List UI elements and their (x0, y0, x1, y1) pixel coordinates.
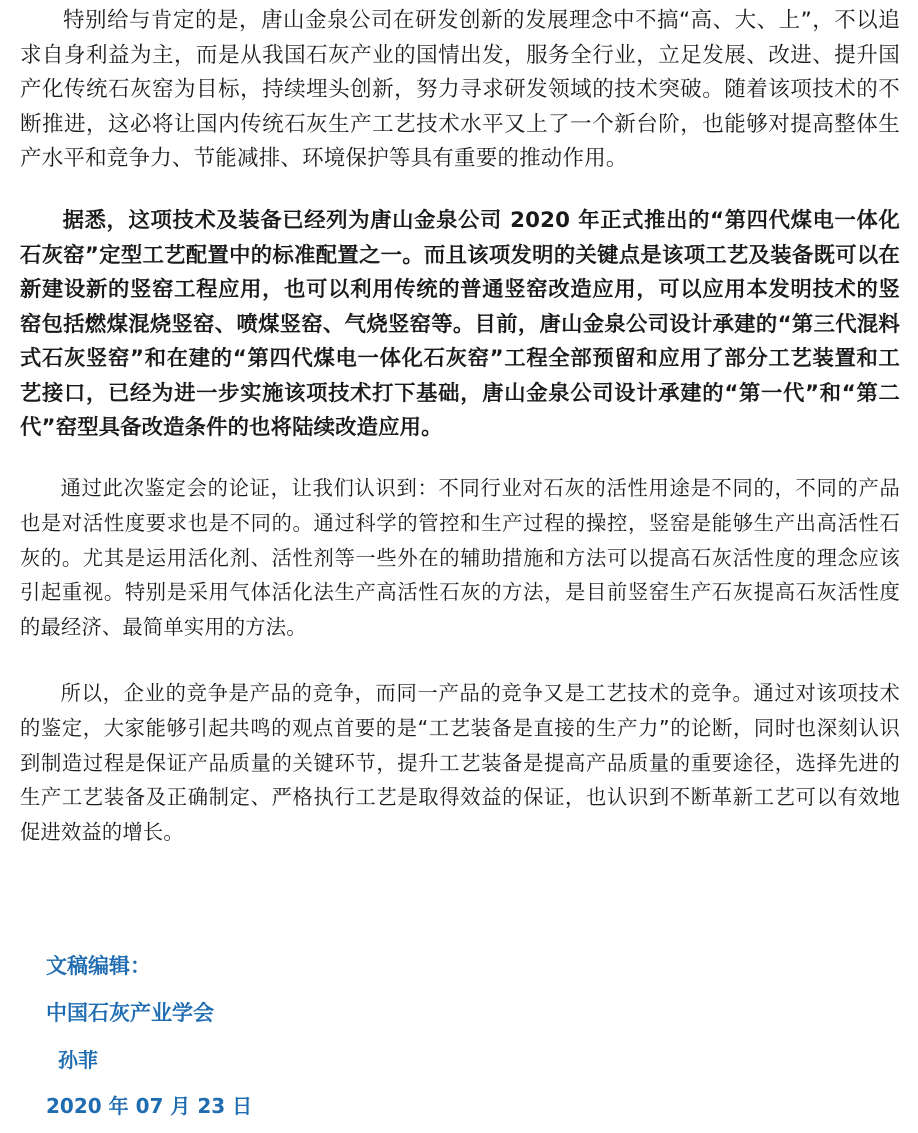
author-name: 孙菲 (58, 1048, 98, 1072)
article-paragraph-2: 据悉，这项技术及装备已经列为唐山金泉公司 2020 年正式推出的“第四代煤电一体化石灰窑”定型工艺配置中的标准配置之一。而且该项发明的关键点是该项工艺及装备既可以在新建设新的竖窑工程应用，也可以利用传统的普通竖窑改造应用，可以应用本发明技术的竖窑包括燃煤混烧竖窑、喷煤竖窑、气烧竖窑等。目前，唐山金泉公司设计承建的“第三代混料式石灰竖窑”和在建的“第四代煤电一体化石灰窑”工程全部预留和应用了部分工艺装置和工艺接口，已经为进一步实施该项技术打下基础，唐山金泉公司设计承建的“第一代”和“第二代”窑型具备改造条件的也将陆续改造应用。 (20, 208, 900, 440)
article-paragraph-3: 通过此次鉴定会的论证，让我们认识到：不同行业对石灰的活性用途是不同的，不同的产品也是对活性度要求也是不同的。通过科学的管控和生产过程的操控，竖窑是能够生产出高活性石灰的。尤其是运用活化剂、活性剂等一些外在的辅助措施和方法可以提高石灰活性度的理念应该引起重视。特别是采用气体活化法生产高活性石灰的方法，是目前竖窑生产石灰提高石灰活性度的最经济、最简单实用的方法。 (20, 476, 900, 640)
editor-label: 文稿编辑： (46, 954, 151, 978)
article-paragraph-4: 所以，企业的竞争是产品的竞争，而同一产品的竞争又是工艺技术的竞争。通过对该项技术的鉴定，大家能够引起共鸣的观点首要的是“工艺装备是直接的生产力”的论断，同时也深刻认识到制造过程是保证产品质量的关键环节，提升工艺装备是提高产品质量的重要途径，选择先进的生产工艺装备及正确制定、严格执行工艺是取得效益的保证，也认识到不断革新工艺可以有效地促进效益的增长。 (20, 681, 900, 845)
organization-name: 中国石灰产业学会 (46, 1001, 214, 1025)
publication-date: 2020 年 07 月 23 日 (46, 1094, 253, 1118)
article-paragraph-1: 特别给与肯定的是，唐山金泉公司在研发创新的发展理念中不搞“高、大、上”，不以追求自身利益为主，而是从我国石灰产业的国情出发，服务全行业，立足发展、改进、提升国产化传统石灰窑为目标，持续埋头创新，努力寻求研发领域的技术突破。随着该项技术的不断推进，这必将让国内传统石灰生产工艺技术水平又上了一个新台阶，也能够对提高整体生产水平和竞争力、节能减排、环境保护等具有重要的推动作用。 (20, 8, 900, 171)
